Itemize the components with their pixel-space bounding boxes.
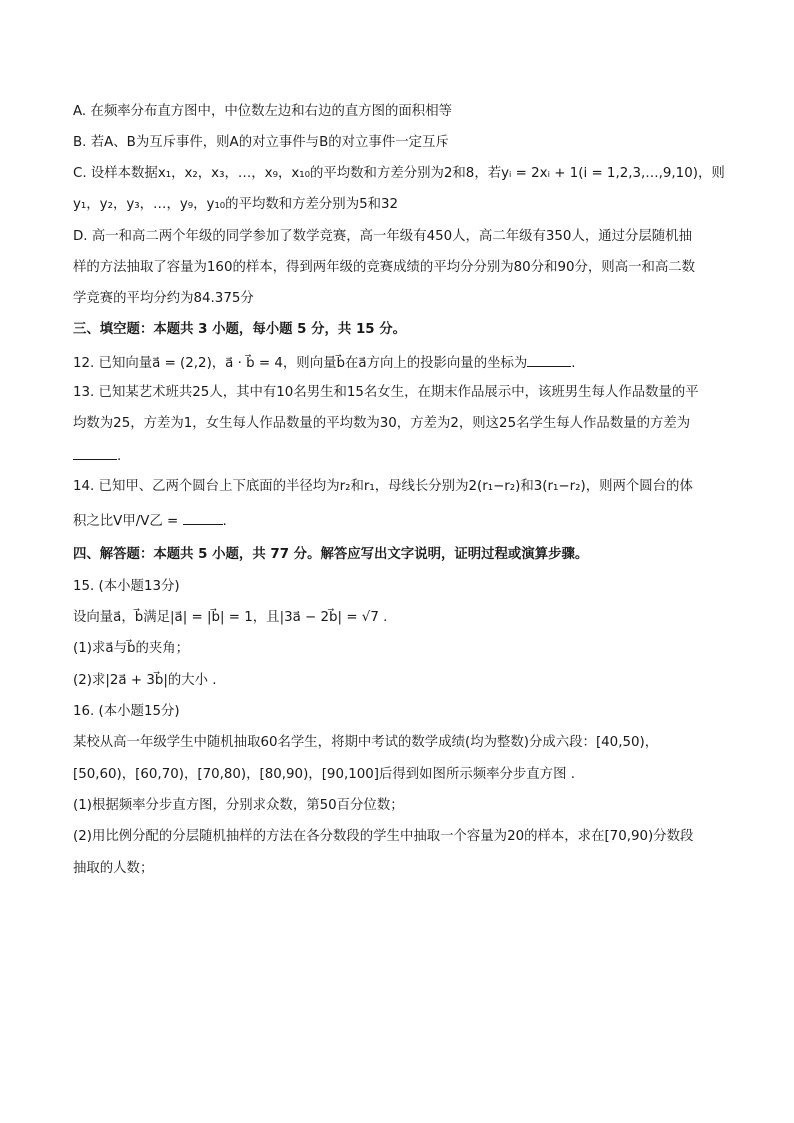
question-14-line-2 [73,510,227,532]
period: . [117,449,122,464]
question-16-stem-line-2: [50,60)，[60,70)，[70,80)，[80,90)，[90,100]后得到如图所示频率分步直方图 . [73,767,575,782]
option-b: B. 若A、B为互斥事件，则A的对立事件与B的对立事件一定互斥 [73,135,449,150]
option-c-line-1: C. 设样本数据x₁，x₂，x₃，…，x₉，x₁₀的平均数和方差分别为2和8，若yᵢ = 2xᵢ + 1(i = 1,2,3,…,9,10)，则 [73,166,725,181]
question-15-part-2: (2)求|2a⃗ + 3b⃗|的大小 . [73,673,217,688]
question-15-header: 15. (本小题13分) [73,579,180,594]
option-d-line-3: 学竞赛的平均分约为84.375分 [73,291,254,306]
option-c-line-2: y₁，y₂，y₃，…，y₉，y₁₀的平均数和方差分别为5和32 [73,197,399,212]
question-14-line-1: 14. 已知甲、乙两个圆台上下底面的半径均为r₂和r₁，母线长分别为2(r₁−r₂)和3(r₁−r₂)，则两个圆台的体 [73,479,693,494]
answer-blank [527,352,571,367]
question-13-line-1: 13. 已知某艺术班共25人，其中有10名男生和15名女生，在期末作品展示中，该班男生每人作品数量的平 [73,385,699,400]
option-d-line-1: D. 高一和高二两个年级的同学参加了数学竞赛，高一年级有450人，高二年级有350人，通过分层随机抽 [73,229,692,244]
period: . [571,356,576,371]
answer-blank [73,445,117,460]
question-13-line-2: 均数为25，方差为1，女生每人作品数量的平均数为30，方差为2，则这25名学生每人作品数量的方差为 [73,416,691,431]
question-15-stem: 设向量a⃗，b⃗满足|a⃗| = |b⃗| = 1，且|3a⃗ − 2b⃗| = √7 . [73,610,388,625]
question-16-part-2-line-2: 抽取的人数； [73,861,154,876]
question-16-stem-line-1: 某校从高一年级学生中随机抽取60名学生，将期中考试的数学成绩(均为整数)分成六段：[40,50)， [73,735,659,750]
question-13-line-3 [73,445,121,467]
volume-ratio-text: 积之比V甲/V乙 = [73,514,179,529]
section-heading-fill-in: 三、填空题：本题共 3 小题，每小题 5 分，共 15 分。 [73,322,407,337]
question-12 [73,352,576,374]
period: . [222,514,227,529]
question-12-text: 12. 已知向量a⃗ = (2,2)，a⃗ · b⃗ = 4，则向量b⃗在a⃗方向上的投影向量的坐标为 [73,356,528,371]
question-15-part-1: (1)求a⃗与b⃗的夹角； [73,641,190,656]
section-heading-solutions: 四、解答题：本题共 5 小题，共 77 分。解答应写出文字说明，证明过程或演算步骤。 [73,547,589,562]
question-16-part-1: (1)根据频率分步直方图，分别求众数，第50百分位数； [73,798,404,813]
option-a: A. 在频率分布直方图中，中位数左边和右边的直方图的面积相等 [73,104,452,119]
question-16-header: 16. (本小题15分) [73,704,180,719]
answer-blank [183,510,223,525]
question-16-part-2-line-1: (2)用比例分配的分层随机抽样的方法在各分数段的学生中抽取一个容量为20的样本，求在[70,90)分数段 [73,829,694,844]
option-d-line-2: 样的方法抽取了容量为160的样本，得到两年级的竞赛成绩的平均分分别为80分和90分，则高一和高二数 [73,260,696,275]
